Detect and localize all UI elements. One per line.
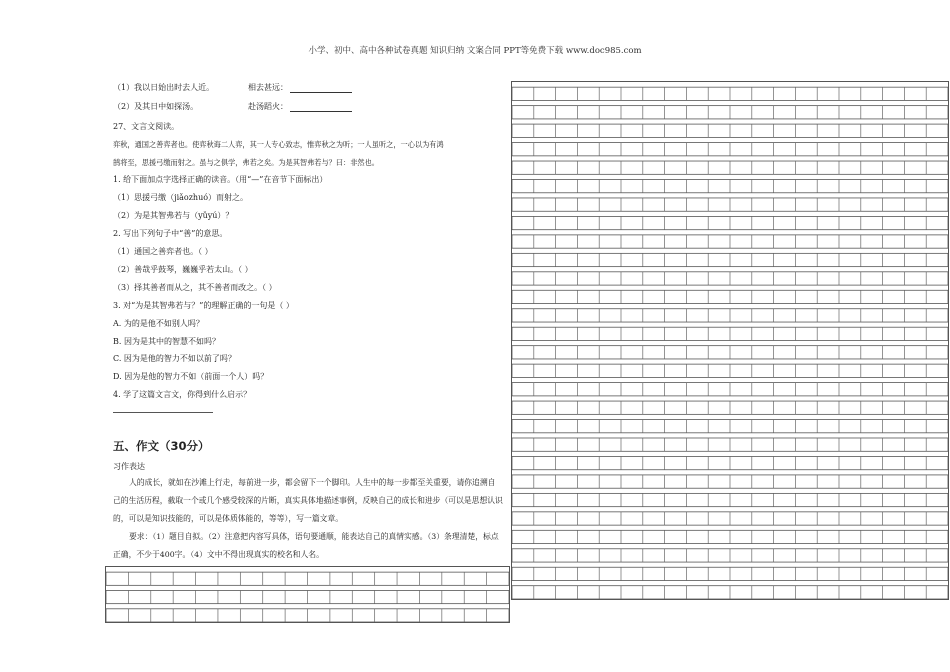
q27-sub2a: （1）通国之善弈者也。（ ） (113, 247, 213, 256)
grid-lines (106, 567, 509, 622)
q27-sub1a: （1）思援弓缴（jiǎozhuó）而射之。 (113, 193, 249, 202)
composition-grid-left[interactable] (105, 566, 510, 623)
q27-sub1: 1. 给下面加点字选择正确的读音。（用“—”在音节下面标出） (113, 175, 328, 184)
section-subtitle: 习作表达 (113, 462, 145, 471)
answer-blank[interactable] (290, 103, 352, 112)
q26-item1 (113, 83, 288, 93)
q26-item2-text: （2）及其日中如探汤。 (113, 102, 199, 111)
q26-item2-right: 赴汤蹈火： (248, 102, 352, 112)
q27-option-d: D. 因为是他的智力不如（前面一个人）吗？ (113, 372, 269, 381)
q27-sub3: 3. 对“为是其智弗若与？”的理解正确的一句是（ ） (113, 301, 294, 310)
q27-sub2: 2. 写出下列句子中“善”的意思。 (113, 229, 228, 238)
q27-option-b: B. 因为是其中的智慧不如吗？ (113, 337, 220, 346)
q27-sub2b: （2）善哉乎鼓琴，巍巍乎若太山。（ ） (113, 265, 253, 274)
q26-item1-right: 相去甚远： (248, 83, 352, 93)
essay-requirements: 要求：（1）题目自拟。（2）注意把内容写具体，语句要通顺，能表达自己的真情实感。（3）条理清楚，标点正确，不少于400字。（4）文中不得出现真实的校名和人名。 (113, 532, 499, 559)
q27-sub1b: （2）为是其智弗若与（yǔyú）？ (113, 211, 234, 220)
q26-item1-text: （1）我以日始出时去人近。 (113, 83, 215, 92)
q27-sub2c: （3）择其善者而从之，其不善者而改之。（ ） (113, 283, 277, 292)
q27-passage-line2: 鹄将至，思援弓缴而射之。虽与之俱学，弗若之矣。为是其智弗若与？曰：非然也。 (113, 158, 379, 167)
q27-option-a: A. 为的是他不如别人吗？ (113, 319, 204, 328)
essay-prompt: 人的成长，就如在沙滩上行走，每前进一步，都会留下一个脚印。人生中的每一步都至关重要，请你追溯自己的生活历程，截取一个或几个感受较深的片断，真实具体地描述事例，反映自己的成长和进步（可以是思想认识的，可以是知识技能的，可以是体质体能的，等等），写一篇文章。 (113, 478, 503, 523)
q27-passage-line1: 弈秋，通国之善弈者也。使弈秋诲二人弈，其一人专心致志，惟弈秋之为听；一人虽听之，一心以为有鸿 (113, 140, 444, 149)
page-header: 小学、初中、高中各种试卷真题 知识归纳 文案合同 PPT等免费下载 www.doc985.com (308, 46, 642, 56)
q27-sub4: 4. 学了这篇文言文，你得到什么启示？ (113, 390, 252, 399)
q27-title: 27、文言文阅读。 (113, 122, 180, 131)
section-title: 五、作文（30分） (113, 439, 210, 453)
q27-option-c: C. 因为是他的智力不如以前了吗？ (113, 354, 236, 363)
grid-lines (512, 82, 948, 599)
answer-line[interactable] (113, 412, 213, 413)
q26-item2 (113, 102, 288, 112)
composition-grid-right[interactable] (511, 81, 949, 600)
answer-blank[interactable] (290, 84, 352, 93)
